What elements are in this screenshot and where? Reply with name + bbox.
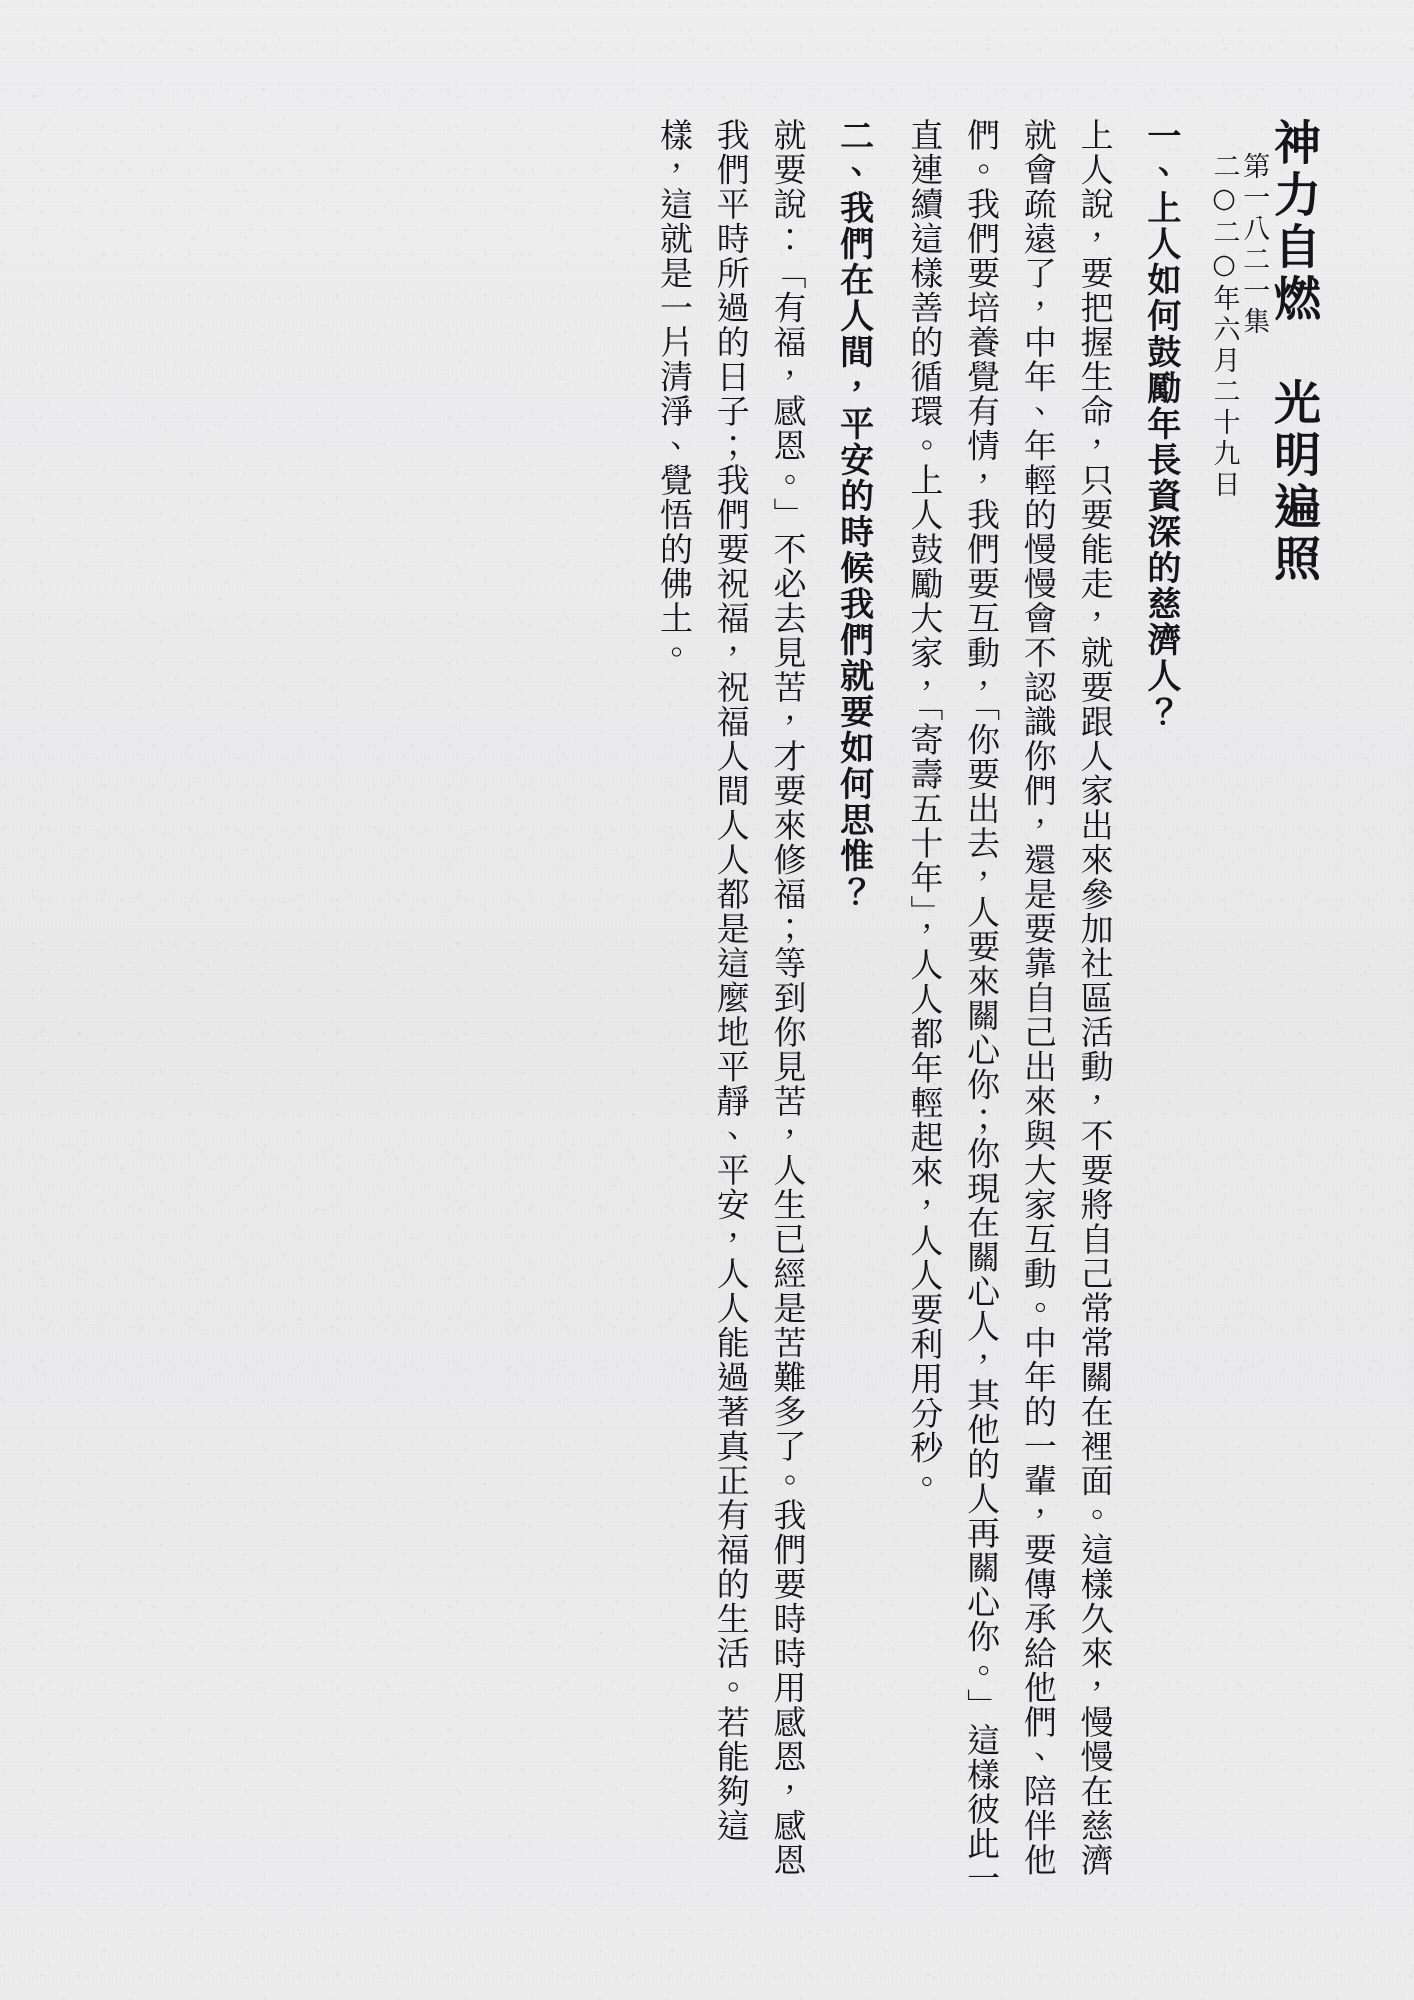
- section-two-text: [641, 118, 815, 1904]
- section-two: [831, 118, 875, 1904]
- masthead: [1208, 118, 1321, 1904]
- section-two-heading: 二、我們在人間，平安的時候我們就要如何思惟？: [833, 118, 874, 910]
- section-two-body: 就要說：「有福，感恩。」不必去見苦，才要來修福；等到你見苦，人生已經是苦難多了。我們要時時用感恩，感恩我們平時所過的日子；我們要祝福，祝福人間人人都是這麼地平靜、平安，人人能過著真正有福的生活。若能夠這樣，這就是一片清淨、覺悟的佛土。: [654, 118, 808, 1878]
- section-one-text: [892, 118, 1123, 1904]
- section-one: [1139, 118, 1183, 1904]
- section-one-heading: 一、上人如何鼓勵年長資深的慈濟人？: [1140, 118, 1181, 730]
- section-one-body: 上人說，要把握生命，只要能走，就要跟人家出來參加社區活動，不要將自己常常關在裡面。這樣久來，慢慢在慈濟就會疏遠了，中年、年輕的慢慢會不認識你們，還是要靠自己出來與大家互動。中年的一輩，要傳承給他們、陪伴他們。我們要培養覺有情，我們要互動，「你要出去，人要來關心你；你現在關心人，其他的人再關心你。」這樣彼此一直連續這樣善的循環。上人鼓勵大家，「寄壽五十年」，人人都年輕起來，人人要利用分秒。: [905, 118, 1115, 1896]
- issue-number: 第一八二一集: [1238, 152, 1270, 338]
- page-title: 神力自燃 光明遍照: [1266, 118, 1321, 586]
- issue-date: 二○二○年六月二十九日: [1208, 152, 1240, 501]
- vertical-text-content: [150, 118, 1321, 1904]
